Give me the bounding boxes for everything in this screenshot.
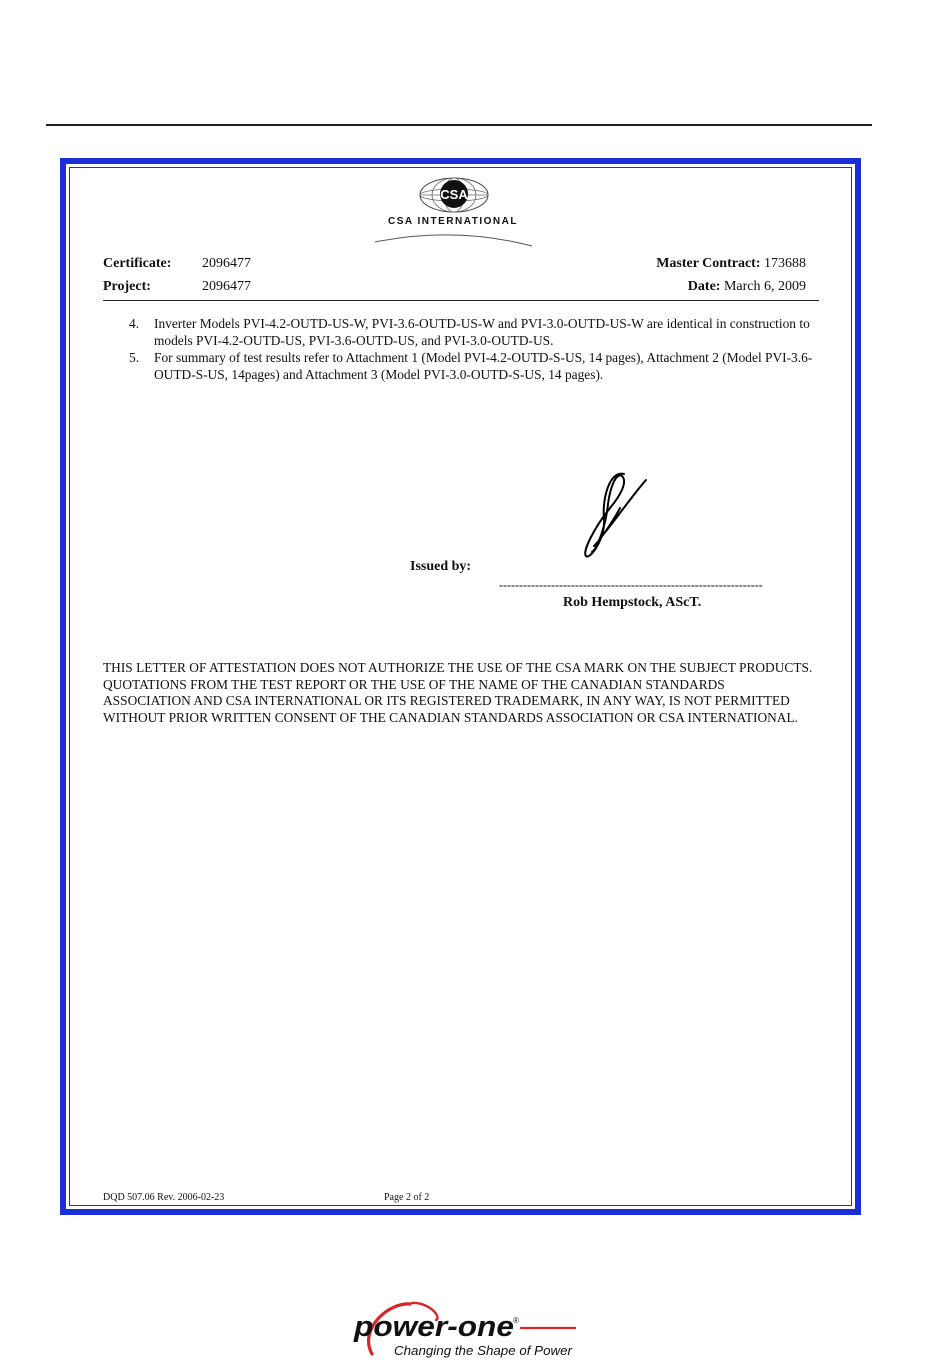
master-contract [656, 256, 806, 272]
attestation-notice [103, 660, 813, 726]
power-one-wordmark: power-one [352, 1311, 514, 1343]
project-number: 2096477 [202, 279, 251, 294]
logo-swoosh-icon [370, 228, 540, 248]
list-item-number: 5. [129, 350, 140, 365]
registered-mark: ® [513, 1316, 519, 1325]
certificate-label: Certificate: [103, 256, 172, 271]
project-label: Project: [103, 279, 151, 294]
issued-by-label: Issued by: [410, 559, 472, 574]
page-top-rule [46, 124, 872, 126]
certificate-date [688, 279, 806, 295]
document-reference: DQD 507.06 Rev. 2006-02-23 [103, 1192, 225, 1203]
date-value: March 6, 2009 [723, 279, 806, 294]
signature-line: ------------------------------------------------------------------ [499, 578, 763, 592]
csa-logo-mark-text: CSA [440, 187, 468, 202]
notice-paragraph-mark-use: THIS LETTER OF ATTESTATION DOES NOT AUTHORIZE THE USE OF THE CSA MARK ON THE SUBJECT PRODUCTS. [103, 660, 813, 675]
signatory-name: Rob Hempstock, AScT. [563, 595, 702, 610]
page-number: Page 2 of 2 [384, 1192, 430, 1203]
header-rule [103, 300, 819, 301]
master-contract-number: 173688 [764, 256, 806, 271]
csa-international-logo-text: CSA INTERNATIONAL [388, 216, 518, 227]
power-one-logo-icon [350, 1298, 582, 1358]
date-label: Date: [687, 279, 721, 294]
notice-paragraph-quotations: QUOTATIONS FROM THE TEST REPORT OR THE USE OF THE NAME OF THE CANADIAN STANDARDS ASSOCIATION AND CSA INTERNATIONAL OR ITS REGISTERED TRADEMARK, IN ANY WAY, IS NOT PERMITTED WITHOUT PRIOR WRITTEN CONSENT OF THE CANADIAN STANDARDS ASSOCIATION OR CSA INTERNATIONAL. [103, 676, 799, 725]
csa-globe-logo-icon [418, 176, 490, 214]
list-item-text: Inverter Models PVI-4.2-OUTD-US-W, PVI-3.6-OUTD-US-W and PVI-3.0-OUTD-US-W are identical in construction to models PVI-4.2-OUTD-US, PVI-3.6-OUTD-US, and PVI-3.0-OUTD-US. [154, 316, 810, 348]
certificate-number: 2096477 [202, 256, 251, 271]
handwritten-signature-icon [580, 468, 650, 564]
list-item-number: 4. [129, 316, 140, 331]
master-contract-label: Master Contract: [656, 256, 761, 271]
list-item-text: For summary of test results refer to Attachment 1 (Model PVI-4.2-OUTD-S-US, 14 pages), Attachment 2 (Model PVI-3.6-OUTD-S-US, 14pages) and Attachment 3 (Model PVI-3.0-OUTD-S-US, 14 pages). [154, 350, 813, 382]
power-one-tagline: Changing the Shape of Power [394, 1343, 573, 1358]
